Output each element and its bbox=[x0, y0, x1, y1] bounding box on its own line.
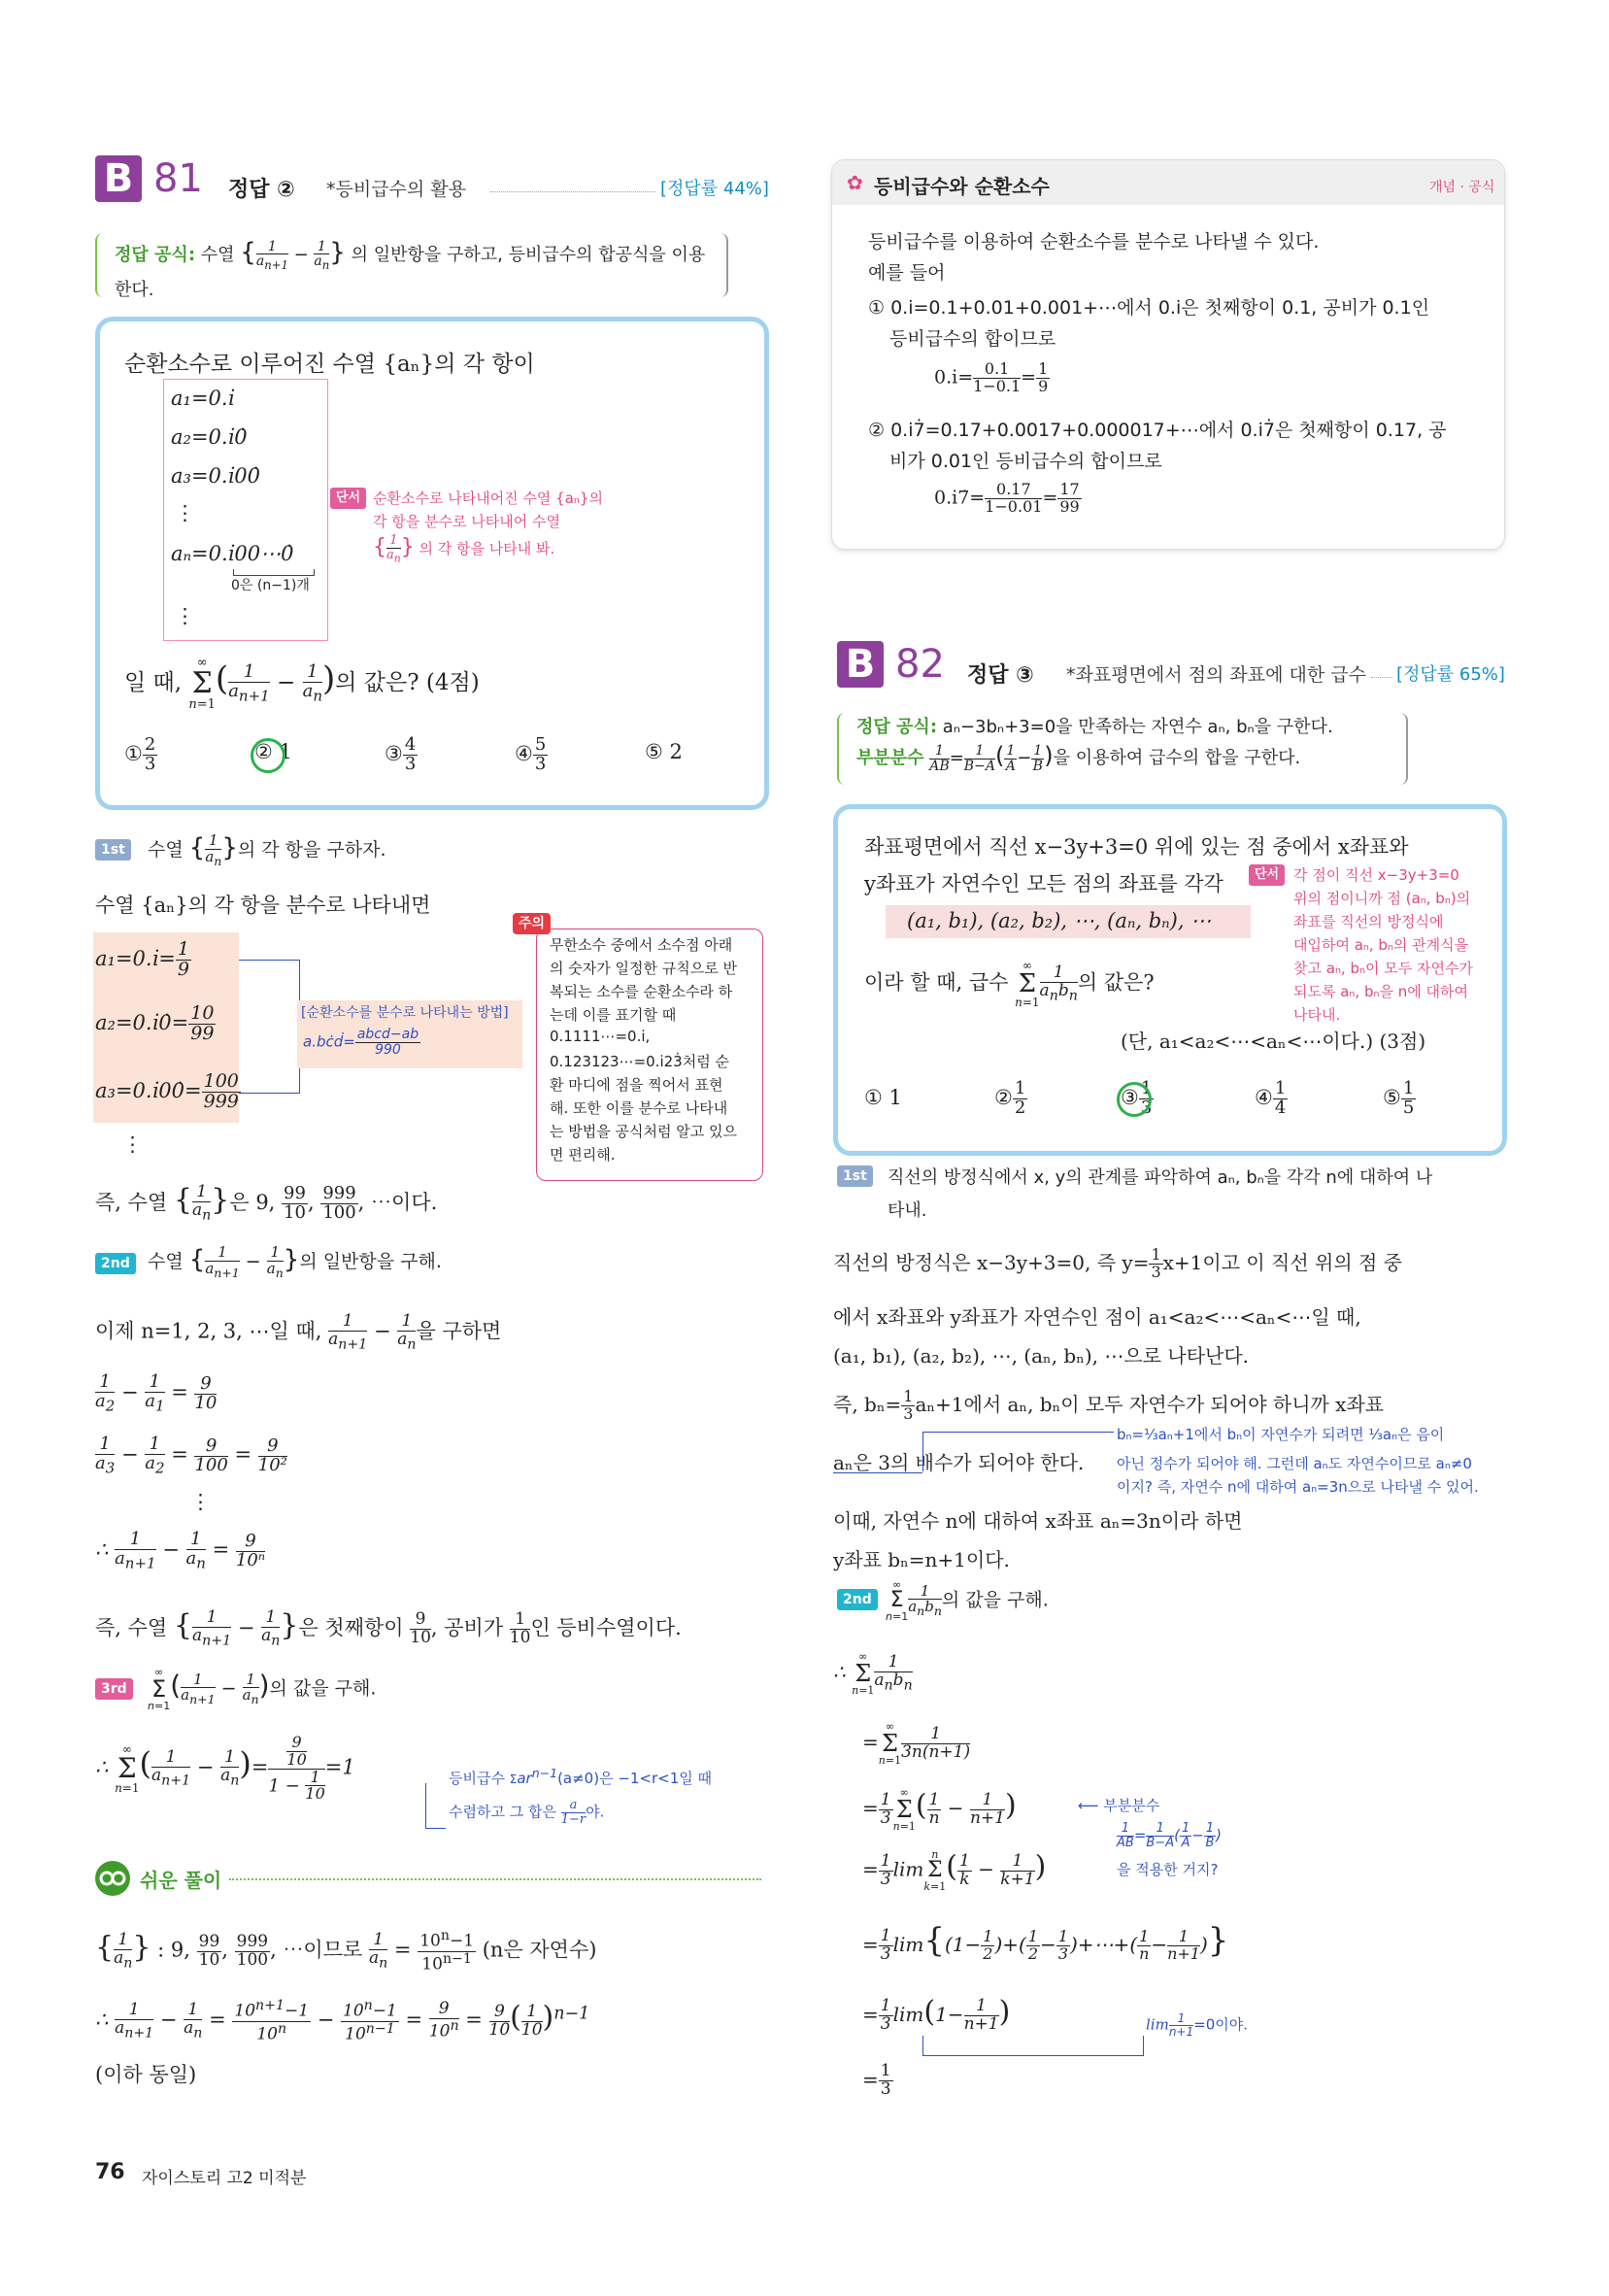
hint-badge: 단서 bbox=[330, 488, 366, 509]
final-note-line bbox=[425, 1783, 446, 1829]
leader-dots bbox=[490, 191, 655, 192]
problem-badge: B bbox=[95, 155, 142, 202]
step1-text: 수열 { $\frac{1}{a_n}$ }의 각 항을 구하자. bbox=[148, 831, 386, 868]
eq1: a₁=0.i̇= $\frac{1}{9}$ bbox=[95, 938, 189, 980]
calc-4: = $\frac{1}{3}$ limn Σ k=1( $\frac{1}{k}$ − $\frac{1}{k+1}$ ) bbox=[862, 1848, 1047, 1893]
calc-result: = $\frac{1}{3}$ bbox=[862, 2061, 891, 2099]
formula-text-b: 의 일반항을 구하고, 등비급수의 합공식을 이용 bbox=[351, 245, 706, 265]
note-2: 아닌 정수가 되어야 해. 그런데 aₙ도 자연수이므로 aₙ≠0 bbox=[1117, 1455, 1472, 1472]
diff-eq-2: $\frac{1}{a_3}$ − $\frac{1}{a_2}$ = $\frac{9}{100}$ = $\frac{9}{\text{10²}}$ bbox=[95, 1434, 287, 1477]
step2-badge: 2nd bbox=[95, 1253, 136, 1274]
warn-line-4: 는데 이를 표기할 때 bbox=[550, 1006, 677, 1024]
hint-badge-82: 단서 bbox=[1249, 864, 1285, 886]
problem-badge-82: B bbox=[837, 641, 884, 688]
formula-82-line-2: 부분분수 $\frac{1}{AB}$ = $\frac{1}{B-A}$ ( $\frac{1}{A}$ − $\frac{1}{B}$ )을 이용하여 급수의 합을 구한다. bbox=[856, 742, 1301, 774]
note-1: bₙ=⅓aₙ+1에서 bₙ이 자연수가 되려면 ⅓aₙ은 음이 bbox=[1117, 1426, 1445, 1443]
concept-title: 등비급수와 순환소수 bbox=[874, 175, 1050, 198]
warn-line-3: 복되는 소수를 순환소수라 하 bbox=[550, 983, 733, 1000]
answer-label: 정답 ② bbox=[228, 178, 295, 202]
concept-line-5: ② 0.i̇7̇=0.17+0.0017+0.000017+⋯에서 0.i̇7̇은 첫째항이 0.17, 공 bbox=[868, 420, 1447, 441]
diff-eq-n: ∴ $\frac{1}{a_{n+1}}$ − $\frac{1}{a_n}$ = $\frac{9}{\text{10ⁿ}}$ bbox=[95, 1529, 266, 1572]
topic-label-82: *좌표평면에서 점의 좌표에 대한 급수 bbox=[1066, 664, 1366, 686]
sol-5-underline bbox=[833, 1472, 922, 1473]
seq-line: 즉, 수열 { $\frac{1}{a_n}$ }은 9, $\frac{99}{10}$ , $\frac{999}{100}$ , ⋯이다. bbox=[95, 1182, 438, 1224]
topic-label: *등비급수의 활용 bbox=[326, 179, 467, 200]
calc-2: =∞ Σ n=1 $\frac{1}{3n(n+1)}$ bbox=[862, 1720, 971, 1767]
hint-82-6: 되도록 aₙ, bₙ을 n에 대하여 bbox=[1293, 983, 1468, 1000]
concept-icon: ✿ bbox=[847, 171, 863, 194]
formula-line-1: 정답 공식: 수열 { $\frac{1}{a_{n+1}}$ − $\frac{1}{a_n}$ } 의 일반항을 구하고, 등비급수의 합공식을 이용 bbox=[115, 238, 706, 273]
formula-text-c: 한다. bbox=[115, 280, 154, 300]
hint-82-7: 나타내. bbox=[1293, 1006, 1341, 1024]
question-b: 의 값은? (4점) bbox=[335, 670, 480, 695]
calc-6: = $\frac{1}{3}$ lim(1− $\frac{1}{n+1}$ ) bbox=[862, 1995, 1011, 2034]
question: 일 때, ∞ Σ n=1( $\frac{1}{a_{n+1}}$ − $\frac{1}{a_n}$ )의 값은? (4점) bbox=[124, 656, 480, 712]
concept-line-6: 비가 0.01인 등비급수의 합이므로 bbox=[889, 451, 1162, 472]
formula-box-right bbox=[719, 233, 728, 297]
note-3: 이지? 즉, 자연수 n에 대하여 aₙ=3n으로 나타낼 수 있어. bbox=[1117, 1478, 1479, 1496]
concept-line-4: 등비급수의 합이므로 bbox=[889, 328, 1056, 350]
answer-rate-82: [정답률 65%] bbox=[1396, 664, 1505, 685]
concept-line-3: ① 0.i̇=0.1+0.01+0.001+⋯에서 0.i̇은 첫째항이 0.1, 공비가 0.1인 bbox=[868, 297, 1430, 319]
concept-tag: 개념 · 공식 bbox=[1429, 180, 1495, 195]
final-eq: ∴ ∞ Σ n=1( $\frac{1}{a_{n+1}}$ − $\frac{1}{a_n}$ )= $\frac{9}{10}$ 1 − $\frac{1}{10}$ =1 bbox=[95, 1733, 355, 1804]
partial-arrow: ⟵ 부분분수 bbox=[1078, 1797, 1160, 1814]
p82-line-5: (단, a₁<a₂<⋯<aₙ<⋯이다.) (3점) bbox=[1121, 1030, 1426, 1053]
term-sub: 0은 (n−1)개 bbox=[231, 578, 310, 593]
line2: 이제 n=1, 2, 3, ⋯일 때, $\frac{1}{a_{n+1}}$ − $\frac{1}{a_n}$ 을 구하면 bbox=[95, 1311, 502, 1353]
easy-line-1: { $\frac{1}{a_n}$ } : 9, $\frac{99}{10}$ , $\frac{999}{100}$ , ⋯이므로 $\frac{1}{a_n}$ = $\frac{10^n-1}{10^{n-1}}$ (n은 자연수) bbox=[95, 1928, 597, 1975]
step1-82-line-1: 직선의 방정식에서 x, y의 관계를 파악하여 aₙ, bₙ을 각각 n에 대하여 나 bbox=[888, 1167, 1433, 1188]
choice-4[interactable]: ④ $\frac{5}{3}$ bbox=[515, 734, 547, 774]
formula-label: 정답 공식: bbox=[115, 245, 196, 265]
choice-82-5[interactable]: ⑤ $\frac{1}{5}$ bbox=[1383, 1078, 1415, 1118]
formula-text-a: 수열 bbox=[200, 245, 235, 265]
p82-line-1: 좌표평면에서 직선 x−3y+3=0 위에 있는 점 중에서 x좌표와 bbox=[864, 835, 1409, 859]
calc-5: = $\frac{1}{3}$ lim{(1− $\frac{1}{2}$ )+( $\frac{1}{2}$ − $\frac{1}{3}$ )+⋯+( $\frac{1}{n}$ − $\frac{1}{n+1}$ )} bbox=[862, 1921, 1229, 1964]
term-2: a₂=0.i̇0̇ bbox=[171, 425, 248, 449]
step2-badge-82: 2nd bbox=[837, 1589, 878, 1610]
choice-82-3[interactable]: ③ $\frac{1}{3}$ bbox=[1121, 1078, 1153, 1118]
eq3: a₃=0.i̇00̇= $\frac{100}{999}$ bbox=[95, 1070, 239, 1112]
sol-6: 이때, 자연수 n에 대하여 x좌표 aₙ=3n이라 하면 bbox=[833, 1509, 1243, 1533]
concept-ex-2: 0.i̇7̇= $\frac{0.17}{1-0.01}$ = $\frac{17}{99}$ bbox=[934, 480, 1080, 516]
diff-eq-1: $\frac{1}{a_2}$ − $\frac{1}{a_1}$ = $\frac{9}{10}$ bbox=[95, 1371, 218, 1415]
hint-line-1: 순환소수로 나타내어진 수열 {aₙ}의 bbox=[373, 490, 603, 507]
step3-badge: 3rd bbox=[95, 1678, 133, 1700]
step2-text: 수열 { $\frac{1}{a_{n+1}}$ − $\frac{1}{a_n}$ }의 일반항을 구해. bbox=[148, 1243, 442, 1280]
hint-frac: { $\frac{1}{a_n}$ } 의 각 항을 나타내 봐. bbox=[373, 533, 555, 565]
sol-1: 직선의 방정식은 x−3y+3=0, 즉 y= $\frac{1}{3}$ x+1이고 이 직선 위의 점 중 bbox=[833, 1245, 1403, 1281]
term-3: a₃=0.i̇00̇ bbox=[171, 464, 261, 488]
warn-line-5: 0.1111⋯=0.i̇, bbox=[550, 1028, 651, 1045]
choice-3[interactable]: ③ $\frac{4}{3}$ bbox=[385, 734, 417, 774]
note-connector bbox=[922, 1432, 1114, 1471]
hint-82-1: 각 점이 직선 x−3y+3=0 bbox=[1293, 866, 1459, 884]
p82-line-3: (a₁, b₁), (a₂, b₂), ⋯, (aₙ, bₙ), ⋯ bbox=[907, 909, 1212, 932]
final-note-2: 수렴하고 그 합은 $\frac{a}{1-r}$ 야. bbox=[449, 1798, 605, 1827]
choice-82-4[interactable]: ④ $\frac{1}{4}$ bbox=[1255, 1078, 1287, 1118]
formula-82-line-1: 정답 공식: aₙ−3bₙ+3=0을 만족하는 자연수 aₙ, bₙ을 구한다. bbox=[856, 717, 1333, 737]
hint-82-3: 좌표를 직선의 방정식에 bbox=[1293, 913, 1444, 930]
choice-82-1[interactable]: ① 1 bbox=[864, 1086, 902, 1109]
answer-label-82: 정답 ③ bbox=[967, 663, 1034, 688]
hint-82-5: 찾고 aₙ, bₙ이 모두 자연수가 bbox=[1293, 960, 1473, 977]
easy-rest: (이하 동일) bbox=[95, 2063, 197, 2086]
method-title: [순환소수를 분수로 나타내는 방법] bbox=[301, 1005, 509, 1021]
sol-3: (a₁, b₁), (a₂, b₂), ⋯, (aₙ, bₙ), ⋯으로 나타난다. bbox=[833, 1344, 1250, 1367]
easy-wavy bbox=[229, 1878, 761, 1880]
eq2: a₂=0.i̇0̇= $\frac{10}{99}$ bbox=[95, 1002, 215, 1044]
term-dots-1: ⋮ bbox=[175, 501, 195, 524]
problem-number-82: 82 bbox=[895, 642, 945, 687]
easy-icon bbox=[95, 1861, 130, 1896]
warn-line-8: 해. 또한 이를 분수로 나타내 bbox=[550, 1099, 728, 1117]
calc-1: ∴ ∞ Σ n=1 $\frac{1}{a_nb_n}$ bbox=[833, 1650, 913, 1697]
term-n: aₙ=0.i̇00⋯0̇ bbox=[171, 542, 294, 565]
warn-line-10: 면 편리해. bbox=[550, 1146, 616, 1164]
diff-vdots: ⋮ bbox=[190, 1490, 211, 1513]
book-title: 자이스토리 고2 미적분 bbox=[142, 2169, 307, 2188]
formula-box-left-82 bbox=[837, 713, 849, 785]
step3-text: ∞ Σ n=1( $\frac{1}{a_{n+1}}$ − $\frac{1}{a_n}$ )의 값을 구해. bbox=[148, 1666, 377, 1712]
hint-line-3: 의 각 항을 나타내 봐. bbox=[419, 539, 555, 557]
step1-badge: 1st bbox=[95, 839, 131, 861]
formula-box-right-82 bbox=[1398, 713, 1408, 785]
concept-line-2: 예를 들어 bbox=[868, 262, 946, 284]
leader-dots-82 bbox=[1371, 677, 1392, 678]
warn-line-1: 무한소수 중에서 소수점 아래 bbox=[550, 936, 733, 954]
warn-badge: 주의 bbox=[513, 913, 551, 934]
term-dots-2: ⋮ bbox=[175, 604, 195, 627]
calc-3: = $\frac{1}{3}$ ∞ Σ n=1( $\frac{1}{n}$ − $\frac{1}{n+1}$ ) bbox=[862, 1786, 1017, 1833]
partial-note: 을 적용한 거지? bbox=[1117, 1861, 1219, 1878]
hint-82-2: 위의 점이니까 점 (aₙ, bₙ)의 bbox=[1293, 890, 1471, 907]
hint-line-2: 각 항을 분수로 나타내어 수열 bbox=[373, 513, 560, 530]
lim-connector bbox=[922, 2036, 1144, 2056]
concept-line-1: 등비급수를 이용하여 순환소수를 분수로 나타낼 수 있다. bbox=[868, 231, 1320, 253]
warn-line-9: 는 방법을 공식처럼 알고 있으 bbox=[550, 1123, 737, 1140]
easy-label: 쉬운 풀이 bbox=[140, 1869, 222, 1892]
term-sub-brace bbox=[233, 569, 315, 576]
method-formula: a.bċḋ= $\frac{\text{abcd−ab}}{990}$ bbox=[303, 1027, 419, 1058]
easy-line-2: ∴ $\frac{1}{a_{n+1}}$ − $\frac{1}{a_n}$ = $\frac{10^{n+1}-1}{10^n}$ − $\frac{10^n-1}{10^{n-1}}$ = $\frac{9}{10^n}$ = $\frac{9}{10}$ ( $\frac{1}{10}$ )$^{n-1}$ bbox=[95, 1998, 590, 2044]
concept-ex-1: 0.i̇= $\frac{0.1}{1-0.1}$ = $\frac{1}{9}$ bbox=[934, 359, 1049, 395]
concept-card bbox=[831, 159, 1505, 550]
question-a: 일 때, bbox=[124, 670, 183, 695]
warn-line-7: 환 마디에 점을 찍어서 표현 bbox=[550, 1076, 723, 1094]
selected-answer-mark-82 bbox=[1117, 1078, 1153, 1118]
final-note-1: 등비급수 Σar$^{n-1}$(a≠0)은 −1<r<1일 때 bbox=[449, 1766, 713, 1787]
warn-line-6: 0.123123⋯=0.i̇23̇처럼 순 bbox=[550, 1053, 729, 1070]
p82-line-4: 이라 할 때, 급수 ∞ Σ n=1 $\frac{1}{a_nb_n}$ 의 값은? bbox=[864, 959, 1155, 1009]
p82-line-2: y좌표가 자연수인 모든 점의 좌표를 각각 bbox=[864, 872, 1224, 895]
problem-intro: 순환소수로 이루어진 수열 {aₙ}의 각 항이 bbox=[124, 352, 535, 377]
step1-82-line-2: 타내. bbox=[888, 1200, 927, 1221]
sol-4: 즉, bₙ= $\frac{1}{3}$ aₙ+1에서 aₙ, bₙ이 모두 자연수가 되어야 하니까 x좌표 bbox=[833, 1387, 1385, 1423]
eq-vdots: ⋮ bbox=[122, 1132, 143, 1156]
warn-line-2: 의 숫자가 일정한 규칙으로 반 bbox=[550, 960, 737, 977]
geo-line: 즉, 수열 { $\frac{1}{a_{n+1}}$ − $\frac{1}{a_n}$ }은 첫째항이 $\frac{9}{10}$ , 공비가 $\frac{1}{10}$ 인 등비수열이다. bbox=[95, 1607, 682, 1649]
eq-connector bbox=[239, 960, 300, 1094]
sol-5: aₙ은 3의 배수가 되어야 한다. bbox=[833, 1451, 1085, 1474]
lim-note: lim $\frac{1}{n+1}$ =0이야. bbox=[1146, 2011, 1248, 2039]
hint-82-4: 대입하여 aₙ, bₙ의 관계식을 bbox=[1293, 936, 1469, 954]
partial-formula: $\frac{1}{AB}$ = $\frac{1}{B-A}$ ( $\frac{1}{A}$ − $\frac{1}{B}$ ) bbox=[1117, 1821, 1222, 1850]
problem-number: 81 bbox=[153, 156, 203, 201]
term-1: a₁=0.i̇ bbox=[171, 387, 235, 410]
step1-badge-82: 1st bbox=[837, 1165, 873, 1187]
choice-82-2[interactable]: ② $\frac{1}{2}$ bbox=[994, 1078, 1026, 1118]
choice-2[interactable]: ② 1 bbox=[254, 740, 292, 763]
page-number: 76 bbox=[95, 2160, 125, 2184]
selected-answer-mark bbox=[251, 738, 285, 773]
choice-5[interactable]: ⑤ 2 bbox=[645, 740, 683, 763]
line1: 수열 {aₙ}의 각 항을 분수로 나타내면 bbox=[95, 894, 431, 917]
sol-7: y좌표 bₙ=n+1이다. bbox=[833, 1548, 1010, 1571]
step2-82-text: ∞ Σ n=1 $\frac{1}{a_nb_n}$ 의 값을 구해. bbox=[886, 1578, 1049, 1623]
choice-1[interactable]: ① $\frac{2}{3}$ bbox=[124, 734, 156, 774]
answer-rate: [정답률 44%] bbox=[660, 179, 769, 199]
formula-box-left bbox=[95, 233, 107, 297]
sol-2: 에서 x좌표와 y좌표가 자연수인 점이 a₁<a₂<⋯<aₙ<⋯일 때, bbox=[833, 1305, 1361, 1329]
